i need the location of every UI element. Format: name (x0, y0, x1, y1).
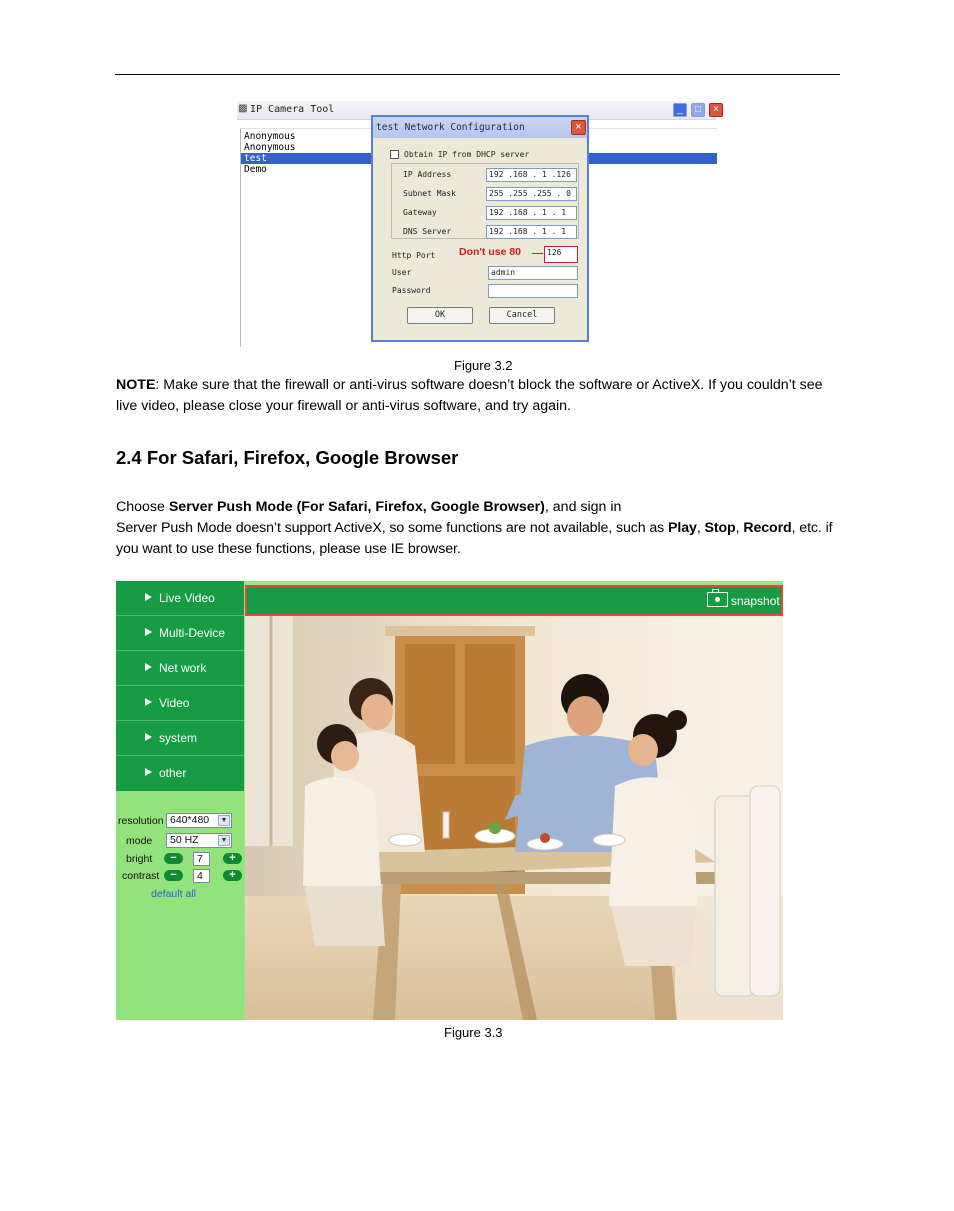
para2-stop: Stop (704, 520, 736, 536)
default-all-link[interactable]: default all (151, 888, 196, 900)
sidebar-item-network[interactable] (116, 651, 244, 686)
sidebar-item-live-video[interactable] (116, 581, 244, 616)
subnet-mask-field[interactable]: 255 .255 .255 . 0 (486, 187, 577, 201)
mode-select[interactable] (166, 833, 232, 848)
section-heading: 2.4 For Safari, Firefox, Google Browser (116, 447, 459, 468)
bright-minus-icon[interactable]: − (164, 853, 183, 864)
http-port-label: Http Port (392, 251, 436, 260)
sidebar-item-system[interactable] (116, 721, 244, 756)
warning-arrow-line (532, 253, 543, 254)
play-arrow-icon (145, 663, 152, 671)
figure-3-3-caption: Figure 3.3 (444, 1025, 503, 1040)
sidebar-item-label: Multi-Device (159, 626, 226, 640)
ok-button[interactable]: OK (407, 307, 473, 324)
minimize-icon[interactable]: _ (673, 103, 687, 117)
para2-play: Play (668, 520, 697, 536)
ip-address-field[interactable]: 192 .168 . 1 .126 (486, 168, 577, 182)
para1-post: , and sign in (544, 499, 622, 515)
web-ui-screenshot (116, 581, 783, 1020)
play-arrow-icon (145, 698, 152, 706)
play-arrow-icon (145, 628, 152, 636)
chevron-down-icon: ▼ (218, 815, 230, 826)
camera-icon[interactable] (707, 592, 728, 607)
mode-label: mode (126, 835, 153, 847)
device-list-item[interactable]: Demo (244, 164, 267, 175)
ip-camera-tool-title: IP Camera Tool (250, 104, 335, 115)
chevron-down-icon: ▼ (218, 835, 230, 846)
sidebar-item-multi-device[interactable] (116, 616, 244, 651)
instruction-paragraph-1 (116, 497, 846, 518)
maximize-icon[interactable]: □ (691, 103, 705, 117)
header-rule (115, 74, 840, 75)
device-list-item[interactable]: Anonymous (244, 142, 296, 153)
play-arrow-icon (145, 768, 152, 776)
sidebar-nav (116, 581, 244, 791)
bright-plus-icon[interactable]: + (223, 853, 242, 864)
ip-address-label: IP Address (403, 170, 452, 179)
password-label: Password (392, 286, 431, 295)
contrast-plus-icon[interactable]: + (223, 870, 242, 881)
sidebar (116, 581, 244, 1020)
network-config-dialog (371, 115, 589, 342)
sidebar-item-label: Video (159, 696, 190, 710)
snapshot-button[interactable]: snapshot (731, 594, 780, 608)
note-label: NOTE (116, 377, 156, 393)
sidebar-item-label: system (159, 731, 198, 745)
dhcp-label: Obtain IP from DHCP server (404, 150, 530, 159)
para2-sep2: , (735, 520, 744, 536)
figure-3-2-caption: Figure 3.2 (454, 358, 513, 373)
subnet-mask-label: Subnet Mask (403, 189, 456, 198)
user-label: User (392, 268, 412, 277)
user-field[interactable]: admin (488, 266, 578, 280)
gateway-label: Gateway (403, 208, 437, 217)
device-list-item[interactable]: Anonymous (244, 131, 296, 142)
bright-label: bright (126, 853, 153, 865)
note-text: : Make sure that the firewall or anti-virus software doesn’t block the software or ActiveX. If you couldn’t see live video, please close your firewall or anti-virus software, and try again. (116, 377, 823, 414)
note-paragraph (116, 375, 846, 417)
network-config-titlebar (373, 117, 587, 138)
sidebar-item-label: Live Video (159, 591, 215, 605)
cancel-button[interactable]: Cancel (489, 307, 555, 324)
dhcp-checkbox[interactable] (390, 150, 399, 159)
para1-pre: Choose (116, 499, 169, 515)
para2-sep1: , (696, 520, 705, 536)
dns-server-field[interactable]: 192 .168 . 1 . 1 (486, 225, 577, 239)
device-list-item-selected[interactable]: test (241, 153, 717, 164)
network-config-title: test Network Configuration (376, 122, 525, 133)
sidebar-item-video[interactable] (116, 686, 244, 721)
bright-value: 7 (193, 852, 210, 866)
contrast-minus-icon[interactable]: − (164, 870, 183, 881)
sidebar-item-other[interactable] (116, 756, 244, 791)
dialog-close-icon[interactable]: × (571, 120, 586, 135)
instruction-paragraph-2 (116, 518, 846, 560)
sidebar-item-label: other (159, 766, 187, 780)
play-arrow-icon (145, 733, 152, 741)
para2-pre: Server Push Mode doesn’t support ActiveX, so some functions are not available, such as (116, 520, 669, 536)
para2-record: Record (743, 520, 792, 536)
http-port-field[interactable]: 126 (544, 246, 578, 263)
live-video-image (245, 616, 783, 1020)
resolution-label: resolution (118, 815, 164, 827)
video-toolbar (245, 585, 783, 616)
sidebar-item-label: Net work (159, 661, 207, 675)
gateway-field[interactable]: 192 .168 . 1 . 1 (486, 206, 577, 220)
password-field[interactable] (488, 284, 578, 298)
contrast-label: contrast (122, 870, 160, 882)
para2-post: , etc. if you want to use these functions, please use IE browser. (116, 520, 833, 557)
para1-bold: Server Push Mode (For Safari, Firefox, Google Browser) (168, 499, 545, 515)
app-icon: ▩ (238, 103, 248, 114)
close-icon[interactable]: × (709, 103, 723, 117)
dns-server-label: DNS Server (403, 227, 452, 236)
resolution-select[interactable] (166, 813, 232, 828)
play-arrow-icon (145, 593, 152, 601)
mode-value: 50 HZ (170, 834, 199, 846)
contrast-value: 4 (193, 869, 210, 883)
resolution-value: 640*480 (170, 814, 210, 826)
port-warning: Don't use 80 (459, 246, 522, 258)
